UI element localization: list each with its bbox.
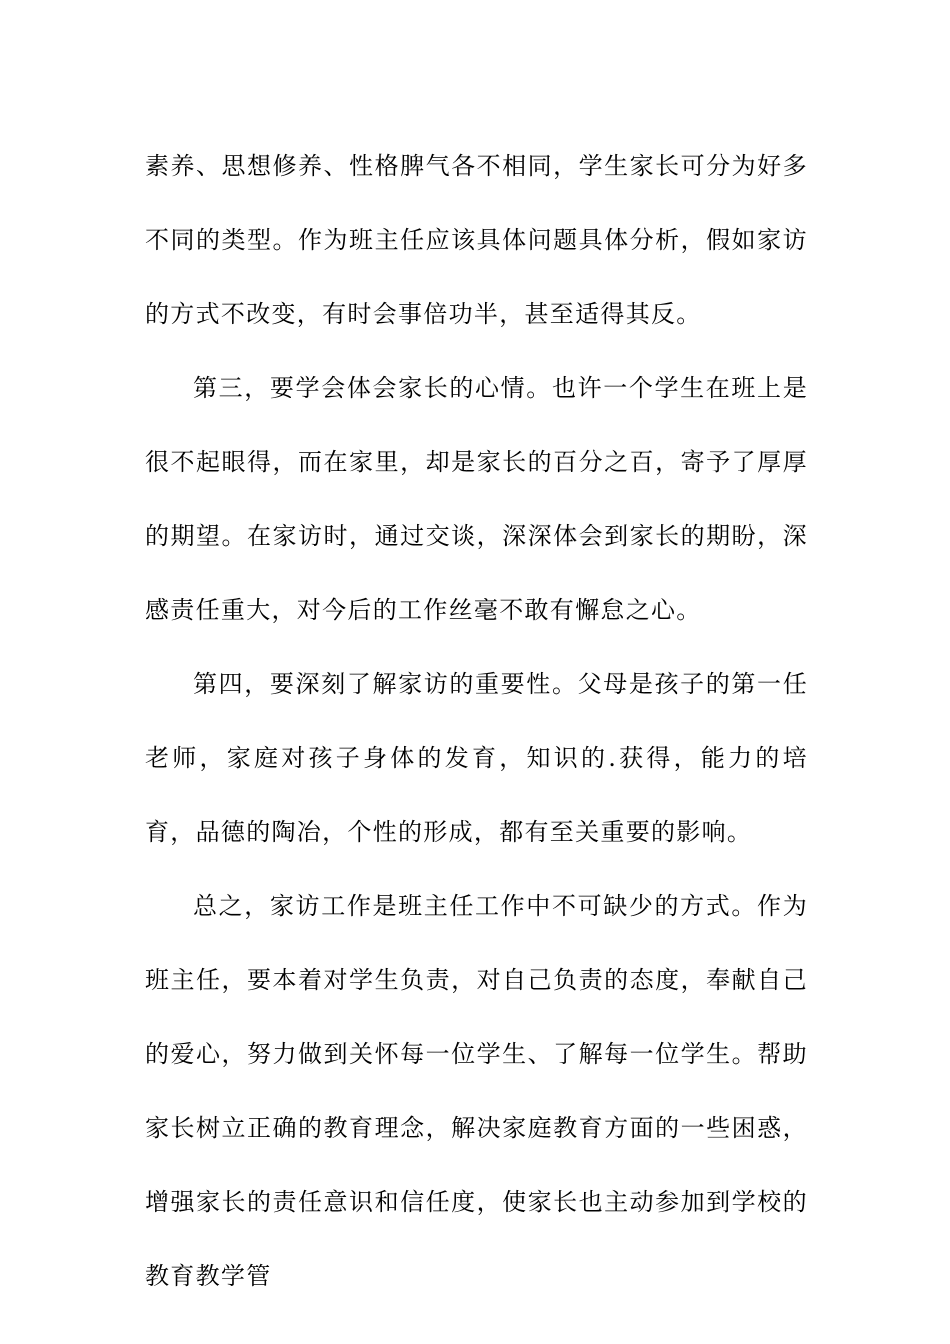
document-body [145, 129, 808, 1313]
paragraph-continuation: 素养、思想修养、性格脾气各不相同，学生家长可分为好多不同的类型。作为班主任应该具体问题具体分析，假如家访的方式不改变，有时会事倍功半，甚至适得其反。 [145, 152, 808, 328]
paragraph-summary: 总之，家访工作是班主任工作中不可缺少的方式。作为班主任，要本着对学生负责，对自己负责的态度，奉献自己的爱心，努力做到关怀每一位学生、了解每一位学生。帮助家长树立正确的教育理念，解决家庭教育方面的一些困惑，增强家长的责任意识和信任度，使家长也主动参加到学校的教育教学管 [145, 892, 808, 1290]
paragraph-fourth-point: 第四，要深刻了解家访的重要性。父母是孩子的第一任老师，家庭对孩子身体的发育，知识的.获得，能力的培育，品德的陶冶，个性的形成，都有至关重要的影响。 [145, 670, 808, 846]
paragraph-third-point: 第三，要学会体会家长的心情。也许一个学生在班上是很不起眼得，而在家里，却是家长的百分之百，寄予了厚厚的期望。在家访时，通过交谈，深深体会到家长的期盼，深感责任重大，对今后的工作丝毫不敢有懈怠之心。 [145, 374, 808, 624]
